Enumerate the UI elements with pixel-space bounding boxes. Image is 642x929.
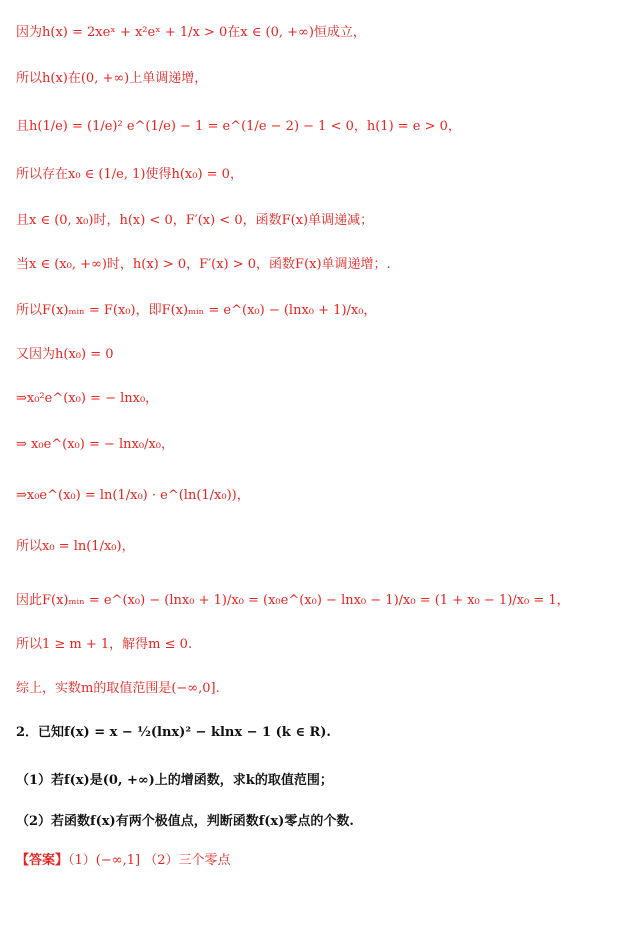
solution-line-13: 因此F(x)ₘᵢₙ = e^(x₀) − (lnx₀ + 1)/x₀ = (x₀e^(x₀) − lnx₀ − 1)/x₀ = (1 + x₀ − 1)/x₀ = 1， <box>16 593 570 608</box>
solution-line-12: 所以x₀ = ln(1/x₀)， <box>16 539 135 554</box>
solution-line-8: 又因为h(x₀) = 0 <box>16 347 114 362</box>
question-2-part-1: （1）若f(x)是(0, +∞)上的增函数，求k的取值范围； <box>16 773 333 788</box>
solution-line-9: ⇒x₀²e^(x₀) = − lnx₀， <box>16 391 159 406</box>
solution-line-15: 综上，实数m的取值范围是(−∞,0]. <box>16 681 220 696</box>
solution-line-4: 所以存在x₀ ∈ (1/e, 1)使得h(x₀) = 0， <box>16 167 243 182</box>
solution-line-6: 当x ∈ (x₀, +∞)时，h(x) > 0，F′(x) > 0，函数F(x)单调递增；. <box>16 257 391 272</box>
answer-text: （1）(−∞,1] （2）三个零点 <box>68 853 231 868</box>
question-2-part-2: （2）若函数f(x)有两个极值点，判断函数f(x)零点的个数. <box>16 814 354 829</box>
solution-line-7: 所以F(x)ₘᵢₙ = F(x₀)，即F(x)ₘᵢₙ = e^(x₀) − (lnx₀ + 1)/x₀， <box>16 303 377 318</box>
solution-line-14: 所以1 ≥ m + 1，解得m ≤ 0. <box>16 637 193 652</box>
solution-line-3: 且h(1/e) = (1/e)² e^(1/e) − 1 = e^(1/e − 2) − 1 < 0，h(1) = e > 0， <box>16 119 461 134</box>
solution-line-2: 所以h(x)在(0, +∞)上单调递增， <box>16 71 208 86</box>
question-2: 2．已知f(x) = x − ½(lnx)² − klnx − 1 (k ∈ R). <box>16 725 331 740</box>
solution-line-10: ⇒ x₀e^(x₀) = − lnx₀/x₀， <box>16 437 175 452</box>
solution-line-1: 因为h(x) = 2xeˣ + x²eˣ + 1/x > 0在x ∈ (0, +∞)恒成立， <box>16 25 366 40</box>
answer-label: 【答案】 <box>16 853 69 868</box>
solution-line-11: ⇒x₀e^(x₀) = ln(1/x₀) · e^(ln(1/x₀))， <box>16 488 250 503</box>
solution-line-5: 且x ∈ (0, x₀)时，h(x) < 0，F′(x) < 0，函数F(x)单调递减； <box>16 213 374 228</box>
answer-line <box>16 852 632 870</box>
